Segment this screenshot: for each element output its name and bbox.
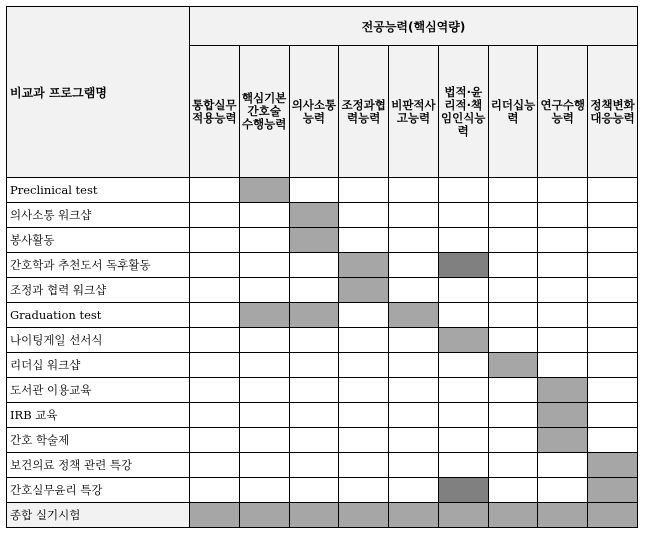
competency-column-header: 핵심기본간호술 수행능력 (239, 46, 289, 178)
empty-cell (239, 403, 289, 428)
empty-cell (289, 178, 339, 203)
empty-cell (289, 428, 339, 453)
empty-cell (339, 453, 389, 478)
empty-cell (488, 453, 538, 478)
empty-cell (190, 453, 240, 478)
empty-cell (389, 228, 439, 253)
empty-cell (438, 453, 488, 478)
program-name-cell: 조정과 협력 워크샵 (7, 278, 190, 303)
empty-cell (438, 403, 488, 428)
empty-cell (339, 228, 389, 253)
empty-cell (190, 328, 240, 353)
program-name-cell: Preclinical test (7, 178, 190, 203)
empty-cell (239, 228, 289, 253)
empty-cell (588, 303, 638, 328)
empty-cell (289, 378, 339, 403)
competency-group-header: 전공능력(핵심역량) (190, 7, 638, 46)
competency-mark-cell (339, 278, 389, 303)
empty-cell (438, 378, 488, 403)
empty-cell (389, 353, 439, 378)
empty-cell (239, 378, 289, 403)
empty-cell (588, 328, 638, 353)
empty-cell (239, 278, 289, 303)
competency-mark-cell (588, 453, 638, 478)
empty-cell (289, 278, 339, 303)
competency-mark-cell (538, 428, 588, 453)
empty-cell (588, 428, 638, 453)
table-row (7, 253, 638, 278)
empty-cell (538, 253, 588, 278)
program-rows (7, 178, 638, 528)
empty-cell (239, 353, 289, 378)
competency-mark-cell (289, 228, 339, 253)
competency-mark-cell (438, 503, 488, 528)
empty-cell (190, 203, 240, 228)
competency-column-header: 정책변화대응능력 (588, 46, 638, 178)
empty-cell (438, 228, 488, 253)
empty-cell (190, 253, 240, 278)
empty-cell (339, 403, 389, 428)
empty-cell (389, 378, 439, 403)
empty-cell (289, 328, 339, 353)
empty-cell (239, 453, 289, 478)
program-name-cell: 간호 학술제 (7, 428, 190, 453)
competency-mark-cell (488, 503, 538, 528)
empty-cell (588, 378, 638, 403)
competency-column-header: 연구수행능력 (538, 46, 588, 178)
empty-cell (538, 228, 588, 253)
empty-cell (488, 328, 538, 353)
table-row (7, 303, 638, 328)
empty-cell (488, 203, 538, 228)
competency-mark-cell (438, 328, 488, 353)
empty-cell (239, 328, 289, 353)
competency-mark-cell (389, 303, 439, 328)
empty-cell (488, 378, 538, 403)
empty-cell (488, 278, 538, 303)
empty-cell (438, 278, 488, 303)
program-name-cell: 도서관 이용교육 (7, 378, 190, 403)
empty-cell (190, 178, 240, 203)
program-name-header: 비교과 프로그램명 (7, 7, 190, 178)
empty-cell (289, 253, 339, 278)
empty-cell (339, 328, 389, 353)
empty-cell (190, 353, 240, 378)
competency-mark-cell (538, 403, 588, 428)
empty-cell (339, 203, 389, 228)
empty-cell (588, 178, 638, 203)
empty-cell (339, 378, 389, 403)
empty-cell (389, 328, 439, 353)
table-row (7, 328, 638, 353)
empty-cell (339, 478, 389, 503)
empty-cell (538, 478, 588, 503)
empty-cell (488, 428, 538, 453)
table-row (7, 378, 638, 403)
empty-cell (389, 453, 439, 478)
table-row (7, 403, 638, 428)
competency-matrix (6, 6, 638, 528)
empty-cell (339, 178, 389, 203)
program-name-cell: 간호학과 추천도서 독후활동 (7, 253, 190, 278)
competency-table (6, 6, 638, 528)
empty-cell (438, 303, 488, 328)
empty-cell (389, 278, 439, 303)
empty-cell (488, 303, 538, 328)
empty-cell (239, 253, 289, 278)
empty-cell (438, 203, 488, 228)
competency-mark-cell (438, 478, 488, 503)
program-name-cell: 봉사활동 (7, 228, 190, 253)
empty-cell (488, 478, 538, 503)
empty-cell (538, 453, 588, 478)
empty-cell (239, 428, 289, 453)
table-row (7, 278, 638, 303)
empty-cell (488, 253, 538, 278)
empty-cell (389, 253, 439, 278)
competency-mark-cell (239, 178, 289, 203)
empty-cell (289, 403, 339, 428)
empty-cell (538, 328, 588, 353)
empty-cell (588, 353, 638, 378)
competency-mark-cell (438, 253, 488, 278)
empty-cell (538, 278, 588, 303)
empty-cell (389, 478, 439, 503)
empty-cell (488, 228, 538, 253)
empty-cell (289, 453, 339, 478)
empty-cell (538, 353, 588, 378)
empty-cell (588, 203, 638, 228)
competency-mark-cell (190, 503, 240, 528)
competency-mark-cell (289, 503, 339, 528)
empty-cell (389, 403, 439, 428)
empty-cell (190, 428, 240, 453)
empty-cell (239, 478, 289, 503)
table-row (7, 228, 638, 253)
empty-cell (438, 428, 488, 453)
empty-cell (389, 178, 439, 203)
table-row (7, 478, 638, 503)
empty-cell (339, 303, 389, 328)
competency-mark-cell (339, 503, 389, 528)
competency-mark-cell (289, 303, 339, 328)
empty-cell (289, 353, 339, 378)
program-name-cell: 나이팅게일 선서식 (7, 328, 190, 353)
empty-cell (389, 203, 439, 228)
empty-cell (190, 303, 240, 328)
table-row (7, 453, 638, 478)
empty-cell (339, 428, 389, 453)
empty-cell (190, 278, 240, 303)
competency-mark-cell (488, 353, 538, 378)
competency-column-header: 비판적사고능력 (389, 46, 439, 178)
empty-cell (190, 478, 240, 503)
empty-cell (190, 403, 240, 428)
empty-cell (438, 178, 488, 203)
table-row (7, 503, 638, 528)
empty-cell (339, 353, 389, 378)
competency-mark-cell (289, 203, 339, 228)
empty-cell (488, 403, 538, 428)
table-row (7, 428, 638, 453)
empty-cell (538, 303, 588, 328)
competency-mark-cell (588, 503, 638, 528)
competency-mark-cell (588, 478, 638, 503)
empty-cell (488, 178, 538, 203)
program-name-cell: Graduation test (7, 303, 190, 328)
empty-cell (289, 478, 339, 503)
competency-column-header: 조정과협력능력 (339, 46, 389, 178)
program-name-cell: 리더십 워크샵 (7, 353, 190, 378)
program-name-cell: 보건의료 정책 관련 특강 (7, 453, 190, 478)
empty-cell (588, 228, 638, 253)
competency-mark-cell (538, 503, 588, 528)
empty-cell (389, 428, 439, 453)
program-name-cell: 종합 실기시험 (7, 503, 190, 528)
program-name-cell: 간호실무윤리 특강 (7, 478, 190, 503)
empty-cell (588, 278, 638, 303)
competency-mark-cell (389, 503, 439, 528)
empty-cell (438, 353, 488, 378)
competency-column-header: 법적·윤리적·책임인식능력 (438, 46, 488, 178)
table-row (7, 178, 638, 203)
program-name-cell: 의사소통 워크샵 (7, 203, 190, 228)
table-row (7, 203, 638, 228)
empty-cell (190, 378, 240, 403)
table-row (7, 353, 638, 378)
competency-mark-cell (239, 503, 289, 528)
program-name-cell: IRB 교육 (7, 403, 190, 428)
competency-mark-cell (538, 378, 588, 403)
empty-cell (239, 203, 289, 228)
empty-cell (588, 403, 638, 428)
empty-cell (190, 228, 240, 253)
competency-column-header: 리더십능력 (488, 46, 538, 178)
empty-cell (588, 253, 638, 278)
competency-mark-cell (339, 253, 389, 278)
competency-mark-cell (239, 303, 289, 328)
empty-cell (538, 203, 588, 228)
competency-column-header: 의사소통능력 (289, 46, 339, 178)
empty-cell (538, 178, 588, 203)
competency-column-header: 통합실무적용능력 (190, 46, 240, 178)
